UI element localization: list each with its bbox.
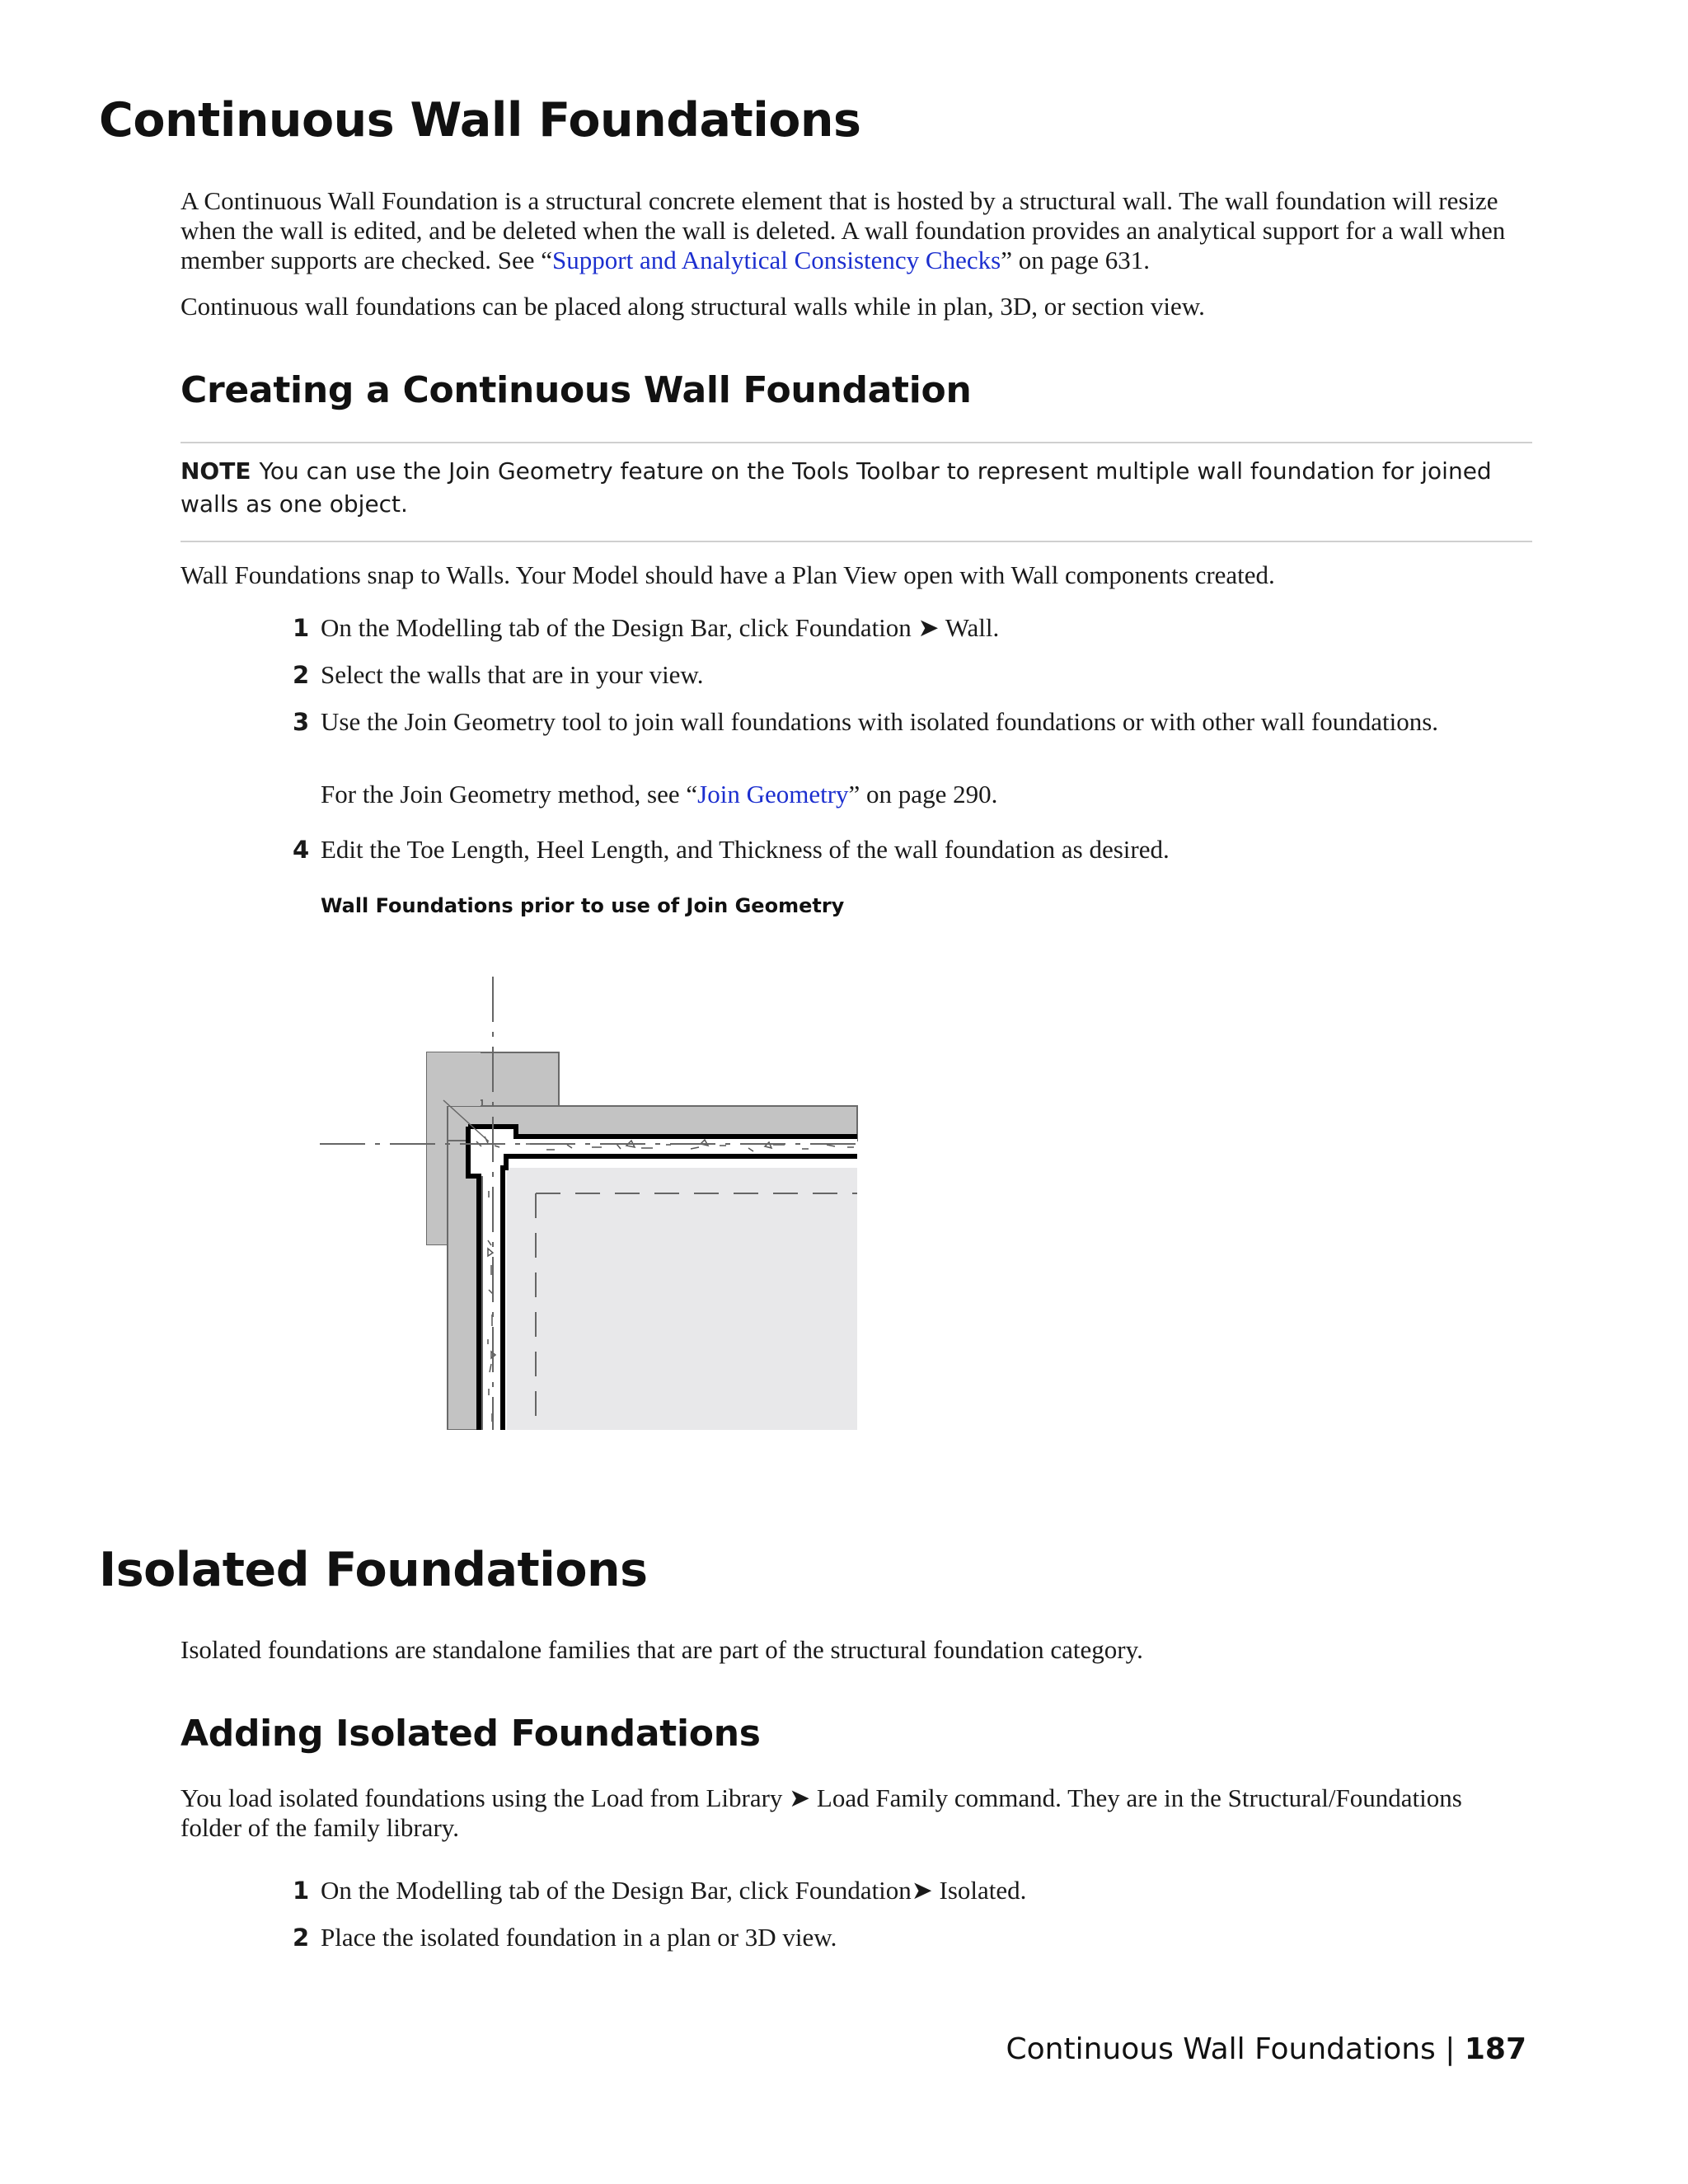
step-text: Select the walls that are in your view. [321, 660, 704, 689]
note-top-rule [181, 442, 1532, 443]
step-3-subparagraph [321, 780, 1524, 809]
subpara-text-end: ” on page 290. [848, 780, 998, 808]
slab-region [507, 1168, 857, 1430]
subsection-title-adding: Adding Isolated Foundations [181, 1713, 761, 1755]
link-join-geometry[interactable]: Join Geometry [697, 780, 849, 808]
step-number: 1 [293, 614, 310, 642]
step-number: 2 [293, 661, 310, 689]
wall-snap-paragraph: Wall Foundations snap to Walls. Your Model should have a Plan View open with Wall components created. [181, 560, 1275, 589]
step-4 [293, 835, 1529, 865]
step-3 [293, 707, 1529, 737]
intro-text-start: A Continuous Wall Foundation is a structural concrete element that is hosted by a structural wall. The wall foundation will resize when the wall is edited, and be deleted when the wall is deleted. A wall foundation provides an analytical support for a wall when member supports are checked. See “ [181, 186, 1506, 274]
step-text: On the Modelling tab of the Design Bar, click Foundation ➤ Wall. [321, 613, 1000, 642]
figure-caption: Wall Foundations prior to use of Join Geometry [321, 894, 845, 917]
note-bottom-rule [181, 541, 1532, 542]
note-text: You can use the Join Geometry feature on the Tools Toolbar to represent multiple wall foundation for joined walls as one object. [181, 457, 1492, 518]
step-1 [293, 613, 1529, 643]
isolated-step-1 [293, 1876, 1529, 1905]
load-family-paragraph: You load isolated foundations using the Load from Library ➤ Load Family command. They are in the Structural/Foundations folder of the family library. [181, 1783, 1462, 1842]
step-text: On the Modelling tab of the Design Bar, click Foundation➤ Isolated. [321, 1876, 1027, 1905]
step-number: 3 [293, 708, 310, 736]
intro-text-end: ” on page 631. [1001, 246, 1150, 274]
step-2 [293, 660, 1529, 690]
note-block [181, 455, 1532, 521]
section-title-isolated-foundations: Isolated Foundations [99, 1543, 648, 1597]
footer-separator: | [1445, 2032, 1456, 2066]
note-label: NOTE [181, 457, 251, 485]
footer-running-title: Continuous Wall Foundations [1006, 2032, 1436, 2066]
step-text: Place the isolated foundation in a plan or 3D view. [321, 1923, 837, 1952]
wall-foundation-figure [320, 977, 864, 1430]
step-text: Use the Join Geometry tool to join wall foundations with isolated foundations or with other wall foundations. [321, 707, 1439, 736]
placement-paragraph: Continuous wall foundations can be placed along structural walls while in plan, 3D, or section view. [181, 292, 1205, 321]
isolated-step-2 [293, 1923, 1529, 1952]
link-support-analytical-consistency[interactable]: Support and Analytical Consistency Checks [552, 246, 1001, 274]
step-number: 4 [293, 836, 310, 864]
page-footer [1006, 2032, 1526, 2066]
subpara-text-start: For the Join Geometry method, see “ [321, 780, 698, 808]
step-text: Edit the Toe Length, Heel Length, and Thickness of the wall foundation as desired. [321, 835, 1170, 864]
isolated-intro-paragraph: Isolated foundations are standalone families that are part of the structural foundation category. [181, 1635, 1143, 1664]
step-number: 1 [293, 1877, 310, 1905]
section-title-continuous-wall-foundations: Continuous Wall Foundations [99, 93, 861, 148]
intro-paragraph [181, 186, 1549, 275]
corner-footing-fill [427, 1052, 481, 1106]
step-number: 2 [293, 1924, 310, 1952]
subsection-title-creating: Creating a Continuous Wall Foundation [181, 369, 972, 411]
footer-page-number: 187 [1464, 2032, 1526, 2066]
